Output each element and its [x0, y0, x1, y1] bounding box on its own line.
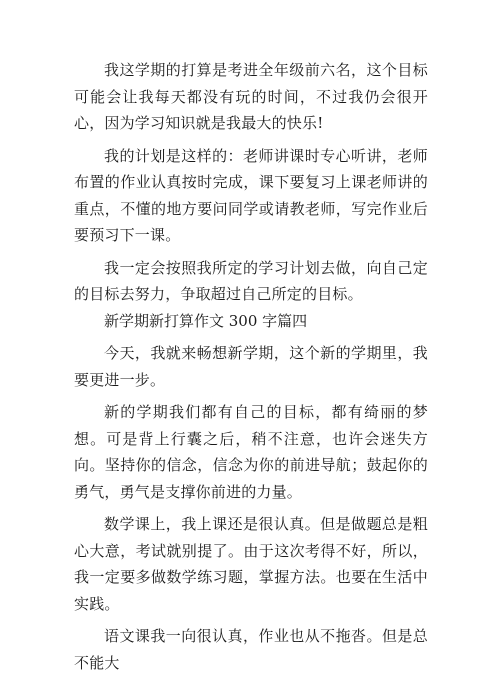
paragraph-today: 今天，我就来畅想新学期，这个新的学期里，我要更进一步。 — [74, 344, 428, 389]
paragraph-commitment: 我一定会按照我所定的学习计划去做，向自己定的目标去努力，争取超过自己所定的目标。 — [74, 258, 428, 303]
paragraph-math: 数学课上，我上课还是很认真。但是做题总是粗心大意，考试就别提了。由于这次考得不好，所以，我一定要多做数学练习题，掌握方法。也要在生活中实践。 — [74, 515, 428, 613]
paragraph-chinese: 语文课我一向很认真，作业也从不拖沓。但是总不能大 — [74, 627, 428, 672]
paragraph-dreams: 新的学期我们都有自己的目标，都有绮丽的梦想。可是背上行囊之后，稍不注意，也许会迷失方向。坚持你的信念，信念为你的前进导航；鼓起你的勇气，勇气是支撑你前进的力量。 — [74, 403, 428, 501]
document-body — [74, 57, 428, 676]
section-heading: 新学期新打算作文 300 字篇四 — [104, 311, 308, 330]
paragraph-goal: 我这学期的打算是考进全年级前六名，这个目标可能会让我每天都没有玩的时间，不过我仍会很开心，因为学习知识就是我最大的快乐! — [74, 61, 428, 132]
paragraph-plan: 我的计划是这样的：老师讲课时专心听讲，老师布置的作业认真按时完成，课下要复习上课老师讲的重点，不懂的地方要问同学或请教老师，写完作业后要预习下一课。 — [74, 146, 428, 244]
